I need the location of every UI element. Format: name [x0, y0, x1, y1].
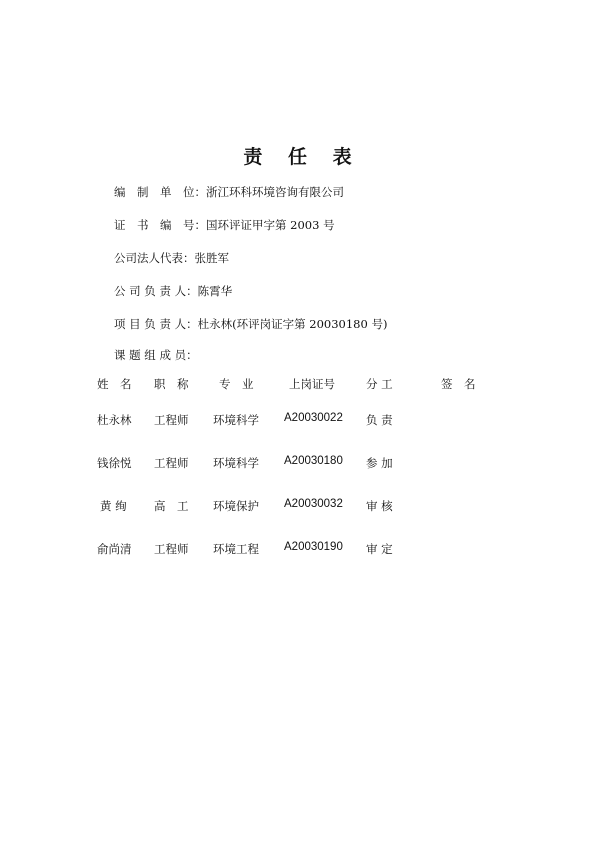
table-cell-role: 负 责 — [366, 413, 393, 427]
table-cell-role: 参 加 — [366, 456, 393, 470]
table-cell-title: 高 工 — [154, 499, 189, 513]
header-name: 姓 名 — [97, 377, 132, 391]
table-cell-license: A20030032 — [284, 498, 343, 510]
header-major: 专 业 — [219, 377, 254, 391]
table-cell-major: 环境科学 — [213, 413, 259, 427]
info-label: 课 题 组 成 员： — [114, 348, 198, 362]
header-signature: 签 名 — [441, 377, 476, 391]
table-cell-title: 工程师 — [154, 413, 189, 427]
info-value: 陈霄华 — [197, 284, 233, 298]
table-cell-title: 工程师 — [154, 542, 189, 556]
document-title: 责 任 表 — [243, 146, 352, 168]
info-label: 公司法人代表： — [114, 251, 195, 265]
info-label: 公 司 负 责 人： — [114, 284, 198, 298]
info-value: 浙江环科环境咨询有限公司 — [206, 185, 344, 199]
info-value: 张胜军 — [194, 251, 229, 265]
info-label: 证 书 编 号： — [114, 218, 206, 232]
table-cell-title: 工程师 — [154, 456, 189, 470]
table-cell-role: 审 定 — [366, 542, 393, 556]
table-cell-name: 黄 绚 — [100, 499, 127, 513]
header-license: 上岗证号 — [289, 377, 335, 391]
table-cell-major: 环境工程 — [213, 542, 259, 556]
header-title: 职 称 — [154, 377, 189, 391]
info-label: 编 制 单 位： — [114, 185, 206, 199]
info-value: 杜永林(环评岗证字第 20030180 号) — [197, 317, 388, 331]
table-cell-major: 环境科学 — [213, 456, 259, 470]
table-cell-license: A20030022 — [284, 412, 343, 424]
info-label: 项 目 负 责 人： — [114, 317, 198, 331]
table-cell-name: 杜永林 — [97, 413, 132, 427]
table-cell-major: 环境保护 — [213, 499, 259, 513]
table-cell-role: 审 核 — [366, 499, 393, 513]
info-value: 国环评证甲字第 2003 号 — [206, 218, 335, 232]
table-cell-name: 钱徐悦 — [97, 456, 132, 470]
table-cell-name: 俞尚清 — [97, 542, 132, 556]
table-cell-license: A20030190 — [284, 541, 343, 553]
header-role: 分 工 — [366, 377, 393, 391]
table-cell-license: A20030180 — [284, 455, 343, 467]
